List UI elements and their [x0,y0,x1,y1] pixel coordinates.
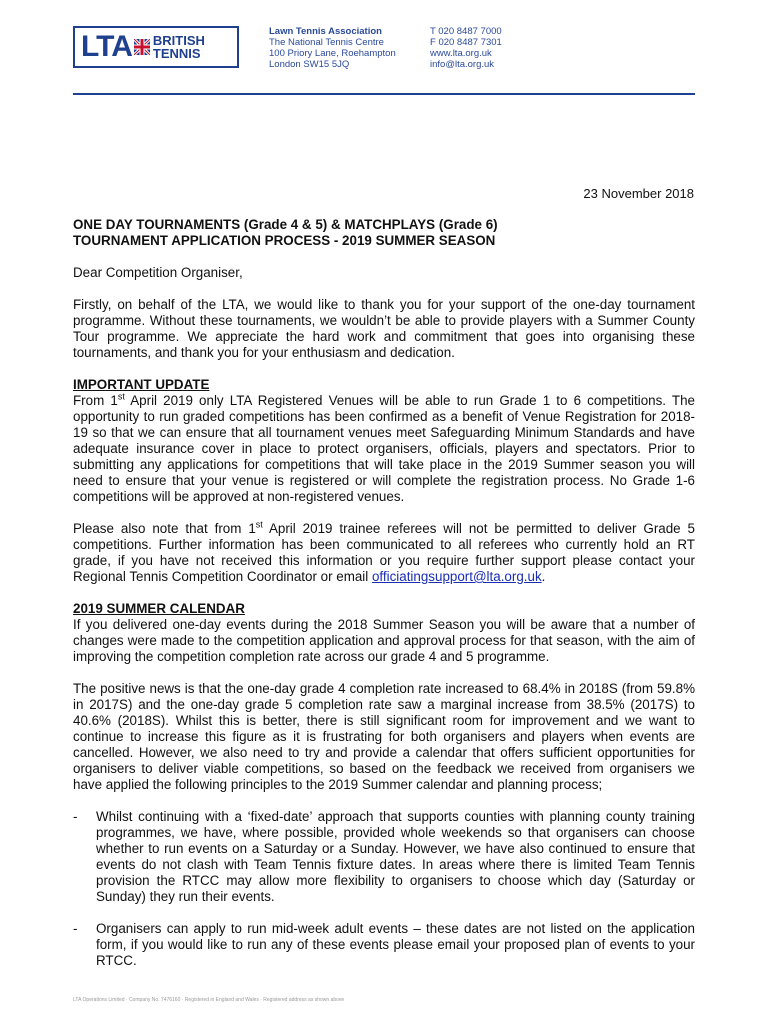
intro-paragraph: Firstly, on behalf of the LTA, we would like to thank you for your support of the one-day tournament programme. Without these tournaments, we wouldn’t be able to provide players with a Summer County Tour programme. We appreciate the hard work and commitment that goes into organising these tournaments, and thank you for your enthusiasm and dedication. [73,297,695,360]
logo-lta-text: LTA [81,30,132,63]
title-line-1: ONE DAY TOURNAMENTS (Grade 4 & 5) & MATCHPLAYS (Grade 6) [73,217,498,232]
org-address-line: 100 Priory Lane, Roehampton [269,48,396,59]
org-address-block [269,26,396,70]
title-line-2: TOURNAMENT APPLICATION PROCESS - 2019 SUMMER SEASON [73,233,496,248]
important-update-heading: IMPORTANT UPDATE [73,377,210,392]
calendar-paragraph-2: The positive news is that the one-day grade 4 completion rate increased to 68.4% in 2018S (from 59.8% in 2017S) and the one-day grade 5 completion rate saw a marginal increase from 38.5% (2017S) to 40.6% (2018S). Whilst this is better, there is still significant room for improvement and we want to continue to increase this figure as it is frustrating for both organisers and players when events are cancelled. However, we also need to try and provide a calendar that offers sufficient opportunities for organisers to deliver viable competitions, so based on the feedback we received from organisers we have applied the following principles to the 2019 Summer calendar and planning process; [73,681,695,792]
org-address-line: The National Tennis Centre [269,37,384,48]
fax-number: F 020 8487 7301 [430,37,502,48]
calendar-paragraph-1: If you delivered one-day events during the 2018 Summer Season you will be aware that a number of changes were made to the competition application and approval process for that season, with the aim of improving the competition completion rate across our grade 4 and 5 programme. [73,617,695,664]
bullet-text: Organisers can apply to run mid-week adult events – these dates are not listed on the application form, if you would like to run any of these events please email your proposed plan of events to your RTCC. [96,921,695,968]
logo-line-1: BRITISH [152,33,205,48]
officiating-support-email-link[interactable]: officiatingsupport@lta.org.uk [371,569,542,584]
org-address-line: London SW15 5JQ [269,59,350,70]
email[interactable]: info@lta.org.uk [430,59,495,70]
footer-legal-text: LTA Operations Limited · Company No. 7476160 · Registered in England and Wales · Registered address as shown above [73,997,345,1003]
letter-date: 23 November 2018 [583,186,694,201]
website[interactable]: www.lta.org.uk [430,48,492,59]
summer-calendar-heading: 2019 SUMMER CALENDAR [73,601,245,616]
list-item [73,921,695,969]
union-flag-icon [134,39,150,55]
bullet-dash: - [73,809,78,824]
salutation: Dear Competition Organiser, [73,265,243,280]
logo-british-tennis [153,34,205,60]
lta-logo [73,26,239,68]
logo-line-2: TENNIS [152,46,201,61]
org-name: Lawn Tennis Association [269,26,382,37]
list-item [73,809,695,905]
important-paragraph-1: From 1st April 2019 only LTA Registered Venues will be able to run Grade 1 to 6 competitions. The opportunity to run graded competitions has been confirmed as a benefit of Venue Registration for 2018-19 so that we can ensure that all tournament venues meet Safeguarding Minimum Standards and have adequate insurance cover in place to protect organisers, officials, players and spectators. Prior to submitting any applications for competitions that will take place in the 2019 Summer season you will need to ensure that your venue is registered or will complete the registration process. No Grade 1-6 competitions will be approved at non-registered venues. [73,391,695,504]
bullet-text: Whilst continuing with a ‘fixed-date’ approach that supports counties with planning county training programmes, we have, where possible, provided whole weekends so that organisers can choose whether to run events on a Saturday or a Sunday. However, we have also continued to ensure that events do not clash with Team Tennis fixture dates. In areas where there is limited Team Tennis provision the RTCC may allow more flexibility to organisers to choose which day (Saturday or Sunday) they run their events. [96,809,695,904]
header-divider [73,93,695,95]
bullet-dash: - [73,921,78,936]
important-paragraph-2: Please also note that from 1st April 2019 trainee referees will not be permitted to deliver Grade 5 competitions. Further information has been communicated to all referees who currently hold an RT grade, if you have not received this information or you require further support please contact your Regional Tennis Competition Coordinator or email officiatingsupport@lta.org.uk. [73,519,695,584]
contact-block [430,26,502,70]
letter-body [73,217,695,969]
phone-number: T 020 8487 7000 [430,26,502,37]
